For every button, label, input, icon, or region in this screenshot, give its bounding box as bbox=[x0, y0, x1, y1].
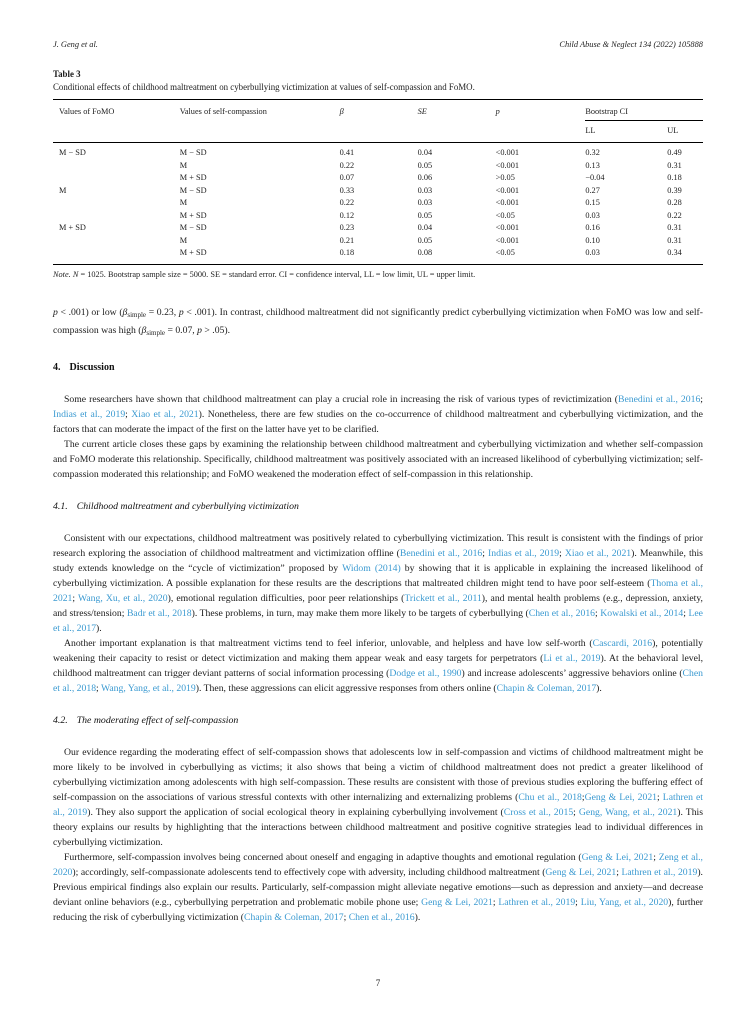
table-cell: 0.18 bbox=[667, 173, 682, 182]
citation-link[interactable]: Thoma et al., 2021 bbox=[53, 577, 703, 604]
text-segment: ; bbox=[616, 866, 622, 878]
text-segment: Our evidence regarding the moderating effect of self-compassion shows that adolescents low in self-compassion and victims of childhood maltreatment might be more likely to be involved in cyberbullying as victims; it also shows that being a victim of childhood maltreatment does not predict a greater likelihood of cyberbullying victimization among adolescents with high self-compassion. These results are consistent with those of previous studies exploring the buffering effect of self-compassion on the associations of various stressful contexts with other internalizing and externalizing problems ( bbox=[53, 746, 703, 803]
table-cell bbox=[53, 247, 180, 264]
table-cell: M + SD bbox=[179, 173, 207, 182]
text-segment: ). Then, these aggressions can elicit aggressive responses from others online ( bbox=[195, 682, 497, 694]
table-cell: 0.08 bbox=[417, 248, 433, 257]
text-segment: Consistent with our expectations, childhood maltreatment was positively related to cyberbullying victimization. This result is consistent with the findings of prior research exploring the association of childhood maltreatment and victimization offline ( bbox=[53, 532, 703, 559]
table-cell: 0.13 bbox=[585, 160, 600, 170]
text-segment: ; bbox=[96, 682, 101, 694]
citation-link[interactable]: Wang, Xu, et al., 2020 bbox=[78, 592, 168, 604]
text-segment: < .001) or low ( bbox=[57, 306, 123, 318]
table-3-body bbox=[53, 143, 703, 265]
text-segment: ), emotional regulation difficulties, poor peer relationships ( bbox=[167, 592, 405, 604]
table-row bbox=[53, 197, 703, 210]
text-segment: ). Meanwhile, this study extends knowledge on the “cycle of victimization” proposed by bbox=[53, 547, 703, 574]
table-cell: M − SD bbox=[179, 185, 207, 195]
table-cell: 0.03 bbox=[585, 248, 600, 257]
citation-link[interactable]: Chen et al., 2018 bbox=[53, 667, 703, 694]
citation-link[interactable]: Geng & Lei, 2021 bbox=[421, 896, 493, 908]
paragraph-4-1-1 bbox=[53, 531, 703, 636]
table-cell: 0.33 bbox=[339, 185, 355, 195]
section-title: Childhood maltreatment and cyberbullying victimization bbox=[76, 500, 299, 512]
paragraph-4-2-2 bbox=[53, 850, 703, 925]
text-segment: β bbox=[141, 324, 147, 336]
text-segment: ; bbox=[573, 806, 579, 818]
section-number: 4. bbox=[53, 361, 61, 373]
paragraph-4-1-2 bbox=[53, 636, 703, 696]
text-segment: p bbox=[197, 324, 202, 336]
table-cell: 0.21 bbox=[339, 235, 355, 245]
citation-link[interactable]: Lathren et al., 2019 bbox=[621, 866, 698, 878]
paragraph-discussion-1 bbox=[53, 392, 703, 437]
citation-link[interactable]: Lathren et al., 2019 bbox=[498, 896, 576, 908]
citation-link[interactable]: Wang, Yang, et al., 2019 bbox=[101, 682, 196, 694]
table-row bbox=[53, 235, 703, 248]
table-cell: 0.10 bbox=[585, 235, 600, 245]
table-cell: M − SD bbox=[180, 143, 340, 160]
citation-link[interactable]: Indias et al., 2019 bbox=[488, 547, 560, 559]
text-segment: > .05). bbox=[201, 324, 231, 336]
citation-link[interactable]: Badr et al., 2018 bbox=[126, 607, 192, 619]
citation-link[interactable]: Xiao et al., 2021 bbox=[564, 547, 632, 559]
text-segment: ). bbox=[96, 622, 102, 634]
table-cell: 0.41 bbox=[340, 143, 418, 160]
table-cell: M bbox=[59, 185, 67, 195]
citation-link[interactable]: Geng & Lei, 2021 bbox=[545, 866, 617, 878]
citation-link[interactable]: Dodge et al., 1990 bbox=[389, 667, 462, 679]
citation-link[interactable]: Cascardi, 2016 bbox=[592, 637, 653, 649]
text-segment: Furthermore, self-compassion involves being concerned about oneself and engaging in adaptive thoughts and emotional regulation ( bbox=[64, 851, 582, 863]
text-segment: = 0.07, bbox=[165, 324, 198, 336]
table-cell: 0.15 bbox=[585, 198, 600, 207]
text-segment: ; bbox=[700, 393, 703, 405]
table-cell bbox=[53, 235, 180, 248]
table-cell: <0.05 bbox=[495, 248, 515, 257]
citation-link[interactable]: Benedini et al., 2016 bbox=[617, 393, 701, 405]
table-cell: 0.07 bbox=[339, 173, 355, 182]
table-row bbox=[53, 172, 703, 185]
table-cell bbox=[53, 172, 180, 185]
text-segment: ; bbox=[595, 607, 601, 619]
col-header-se: SE bbox=[417, 107, 427, 116]
section-number: 4.2. bbox=[53, 714, 68, 726]
section-heading-discussion bbox=[53, 362, 703, 373]
text-segment: ). bbox=[596, 682, 602, 694]
section-heading-4-1 bbox=[53, 501, 703, 512]
table-cell: 0.49 bbox=[667, 143, 703, 160]
table-cell: 0.32 bbox=[585, 143, 667, 160]
section-heading-4-2 bbox=[53, 715, 703, 726]
table-row bbox=[53, 143, 703, 160]
table-cell: <0.001 bbox=[495, 223, 519, 232]
table-cell: 0.03 bbox=[585, 210, 600, 220]
citation-link[interactable]: Chu et al., 2018 bbox=[518, 791, 582, 803]
table-row bbox=[53, 247, 703, 264]
table-cell: 0.05 bbox=[417, 235, 433, 245]
col-header-beta: β bbox=[339, 107, 344, 116]
table-cell: M bbox=[179, 198, 188, 207]
table-cell: 0.06 bbox=[417, 173, 433, 182]
running-head-authors: J. Geng et al. bbox=[53, 40, 98, 49]
text-segment: ; bbox=[482, 547, 489, 559]
citation-link[interactable]: Geng, Wang, et al., 2021 bbox=[578, 806, 678, 818]
text-segment: by showing that it is applicable in explaining the increased likelihood of cyberbullying victimization. A possible explanation for these results are the descriptions that maltreated children might tend to have poor self-esteem ( bbox=[53, 562, 704, 589]
text-segment: ; bbox=[575, 896, 581, 908]
col-header-ll: LL bbox=[585, 126, 596, 135]
text-segment: ). These problems, in turn, may make them more likely to be targets of cyberbullying ( bbox=[191, 607, 529, 619]
text-segment: ). Nonetheless, there are few studies on the co-occurrence of childhood maltreatment and cyberbullying victimization, and the factors that can moderate the impact of the first on the latter have yet to be clarified. bbox=[53, 408, 703, 435]
page-number: 7 bbox=[375, 978, 381, 988]
table-row bbox=[53, 185, 703, 198]
table-cell: 0.39 bbox=[667, 185, 682, 195]
table-cell: 0.04 bbox=[418, 143, 496, 160]
citation-link[interactable]: Lee et al., 2017 bbox=[53, 607, 703, 634]
table-cell: −0.04 bbox=[585, 173, 605, 182]
table-cell: 0.23 bbox=[339, 223, 355, 232]
table-3 bbox=[53, 99, 703, 265]
text-segment: ). bbox=[414, 911, 421, 923]
table-cell: 0.03 bbox=[417, 198, 433, 207]
table-cell: 0.18 bbox=[339, 248, 355, 257]
text-segment: ), further reducing the risk of cyberbullying victimization ( bbox=[53, 896, 703, 923]
text-segment: simple bbox=[146, 328, 166, 337]
table-cell: 0.22 bbox=[339, 160, 355, 170]
citation-link[interactable]: Indias et al., 2019 bbox=[53, 408, 126, 420]
text-segment: simple bbox=[127, 310, 147, 319]
text-segment: = 1025. Bootstrap sample size = 5000. SE = standard error. CI = confidence interval, LL = low limit, UL = upper limit. bbox=[78, 269, 476, 279]
table-cell: 0.05 bbox=[417, 160, 433, 170]
text-segment: p bbox=[53, 306, 58, 318]
table-cell bbox=[53, 197, 180, 210]
text-segment: ; bbox=[125, 408, 132, 420]
paragraph-discussion-2 bbox=[53, 437, 703, 482]
table-cell: M − SD bbox=[179, 223, 207, 232]
table-cell: <0.001 bbox=[496, 143, 586, 160]
table-cell: 0.27 bbox=[585, 185, 600, 195]
table-cell: M + SD bbox=[179, 210, 207, 220]
citation-link[interactable]: Kowalski et al., 2014 bbox=[600, 607, 684, 619]
section-number: 4.1. bbox=[53, 500, 68, 512]
col-header-bootstrap-ci: Bootstrap CI bbox=[585, 100, 703, 121]
table-3-header bbox=[53, 100, 703, 143]
citation-link[interactable]: Lathren et al., 2019 bbox=[53, 791, 703, 818]
text-segment: ; bbox=[492, 896, 499, 908]
citation-link[interactable]: Chapin & Coleman, 2017 bbox=[496, 682, 597, 694]
table-cell: M + SD bbox=[59, 223, 86, 232]
citation-link[interactable]: Xiao et al., 2021 bbox=[131, 408, 199, 420]
text-segment: ), potentially weakening their capacity to resist or detect victimization and making them appear weak and easy targets for perpetrators ( bbox=[53, 637, 703, 664]
table-cell: M − SD bbox=[53, 143, 180, 160]
table-cell: <0.001 bbox=[495, 160, 519, 170]
text-segment: ). Previous empirical findings also explain our results. Particularly, self-compassion might alleviate negative emotions—such as depression and anxiety—and decrease deviant online behaviors (e.g., cyberbullying perpetration and problematic mobile phone use; bbox=[53, 866, 703, 908]
page-footer bbox=[0, 978, 756, 988]
citation-link[interactable]: Liu, Yang, et al., 2020 bbox=[580, 896, 669, 908]
table-cell: 0.04 bbox=[417, 223, 433, 232]
col-header-ul: UL bbox=[667, 126, 679, 135]
table-cell bbox=[53, 160, 180, 173]
citation-link[interactable]: Trickett et al., 2011 bbox=[404, 592, 482, 604]
text-segment: ; bbox=[72, 592, 78, 604]
citation-link[interactable]: Zeng et al., 2020 bbox=[53, 851, 703, 878]
citation-link[interactable]: Chen et al., 2016 bbox=[348, 911, 415, 923]
citation-link[interactable]: Cross et al., 2015 bbox=[503, 806, 574, 818]
text-segment: ; bbox=[683, 607, 689, 619]
table-3-block bbox=[53, 69, 703, 279]
paragraph-4-2-1 bbox=[53, 745, 703, 850]
table-cell: 0.22 bbox=[339, 198, 355, 207]
text-segment: ; bbox=[581, 791, 585, 803]
table-label: Table 3 bbox=[53, 69, 81, 79]
citation-link[interactable]: Chen et al., 2016 bbox=[528, 607, 596, 619]
table-cell: >0.05 bbox=[495, 173, 515, 182]
citation-link[interactable]: Benedini et al., 2016 bbox=[399, 547, 483, 559]
table-cell: 0.22 bbox=[667, 210, 682, 220]
text-segment: ); accordingly, self-compassionate adolescents tend to effectively cope with adversity, including childhood maltreatment ( bbox=[72, 866, 546, 878]
section-title: Discussion bbox=[69, 361, 115, 373]
table-cell: M bbox=[179, 160, 188, 170]
table-cell: 0.31 bbox=[667, 223, 682, 232]
section-title: The moderating effect of self-compassion bbox=[76, 714, 239, 726]
citation-link[interactable]: Chapin & Coleman, 2017 bbox=[244, 911, 344, 923]
table-cell: 0.03 bbox=[417, 185, 433, 195]
table-cell: M bbox=[179, 235, 188, 245]
text-segment: ) and increase adolescents’ aggressive behaviors online ( bbox=[461, 667, 683, 679]
table-cell: <0.001 bbox=[495, 235, 519, 245]
table-cell bbox=[53, 210, 180, 223]
table-cell: <0.05 bbox=[495, 210, 515, 220]
text-segment: ; bbox=[657, 791, 663, 803]
table-cell: <0.001 bbox=[495, 185, 519, 195]
text-segment: Note. bbox=[53, 269, 71, 279]
text-segment: p bbox=[178, 306, 184, 318]
text-segment: ). This theory explains our results by highlighting that the interactions between childhood maltreatment and positive cognitive strategies lead to individual differences in cyberbullying victimization. bbox=[53, 806, 703, 848]
running-head-journal: Child Abuse & Neglect 134 (2022) 105888 bbox=[559, 40, 703, 49]
text-segment: The current article closes these gaps by examining the relationship between childhood maltreatment and cyberbullying victimization and whether self-compassion and FoMO moderate this relationship. Specifically, childhood maltreatment was positively associated with an increased likelihood of cyberbullying victimization; self-compassion moderated this relationship; and FoMO weakened the moderation effect of self-compassion in this relationship. bbox=[53, 438, 703, 480]
text-segment: ). They also support the application of social ecological theory in explaining cyberbullying involvement ( bbox=[87, 806, 504, 818]
table-row bbox=[53, 210, 703, 223]
col-header-p: p bbox=[495, 107, 500, 116]
table-cell: 0.31 bbox=[667, 160, 682, 170]
table-cell: 0.05 bbox=[417, 210, 433, 220]
running-head bbox=[53, 40, 703, 49]
text-segment: = 0.23, bbox=[146, 306, 179, 318]
table-caption: Conditional effects of childhood maltreatment on cyberbullying victimization at values of self-compassion and FoMO. bbox=[53, 82, 475, 92]
table-cell: 0.12 bbox=[339, 210, 355, 220]
citation-link[interactable]: Li et al., 2019 bbox=[543, 652, 601, 664]
text-segment: < .001). In contrast, childhood maltreatment did not significantly predict cyberbullying victimization when FoMO was low and self-compassion was high ( bbox=[53, 306, 703, 336]
table-row bbox=[53, 222, 703, 235]
text-segment: ), and mental health problems (e.g., depression, anxiety, and stress/tension; bbox=[53, 592, 703, 619]
text-segment: Another important explanation is that maltreatment victims tend to feel inferior, unlovable, and helpless and have low self-worth ( bbox=[64, 637, 593, 649]
col-header-fomo: Values of FoMO bbox=[59, 107, 115, 116]
text-segment: ; bbox=[343, 911, 349, 923]
table-cell: <0.001 bbox=[495, 198, 519, 207]
table-cell: M + SD bbox=[179, 248, 207, 257]
text-segment: ). At the behavioral level, childhood maltreatment can trigger deviant patterns of social information processing ( bbox=[53, 652, 703, 679]
text-segment: ; bbox=[559, 547, 565, 559]
article-body bbox=[53, 305, 703, 925]
text-segment: N bbox=[72, 269, 79, 279]
text-segment: Some researchers have shown that childhood maltreatment can play a crucial role in increasing the risk of various types of revictimization ( bbox=[64, 393, 618, 405]
table-row bbox=[53, 160, 703, 173]
text-segment: β bbox=[122, 306, 128, 318]
citation-link[interactable]: Geng & Lei, 2021 bbox=[581, 851, 654, 863]
paragraph-results-continued bbox=[53, 305, 703, 341]
table-cell: 0.16 bbox=[585, 223, 600, 232]
citation-link[interactable]: Geng & Lei, 2021 bbox=[584, 791, 658, 803]
table-cell: 0.28 bbox=[667, 198, 682, 207]
col-header-selfcompassion: Values of self-compassion bbox=[179, 107, 267, 116]
citation-link[interactable]: Widom (2014) bbox=[342, 562, 401, 574]
table-cell: 0.31 bbox=[667, 235, 682, 245]
table-cell: 0.34 bbox=[667, 248, 682, 257]
text-segment: ; bbox=[653, 851, 659, 863]
table-note bbox=[53, 270, 703, 279]
